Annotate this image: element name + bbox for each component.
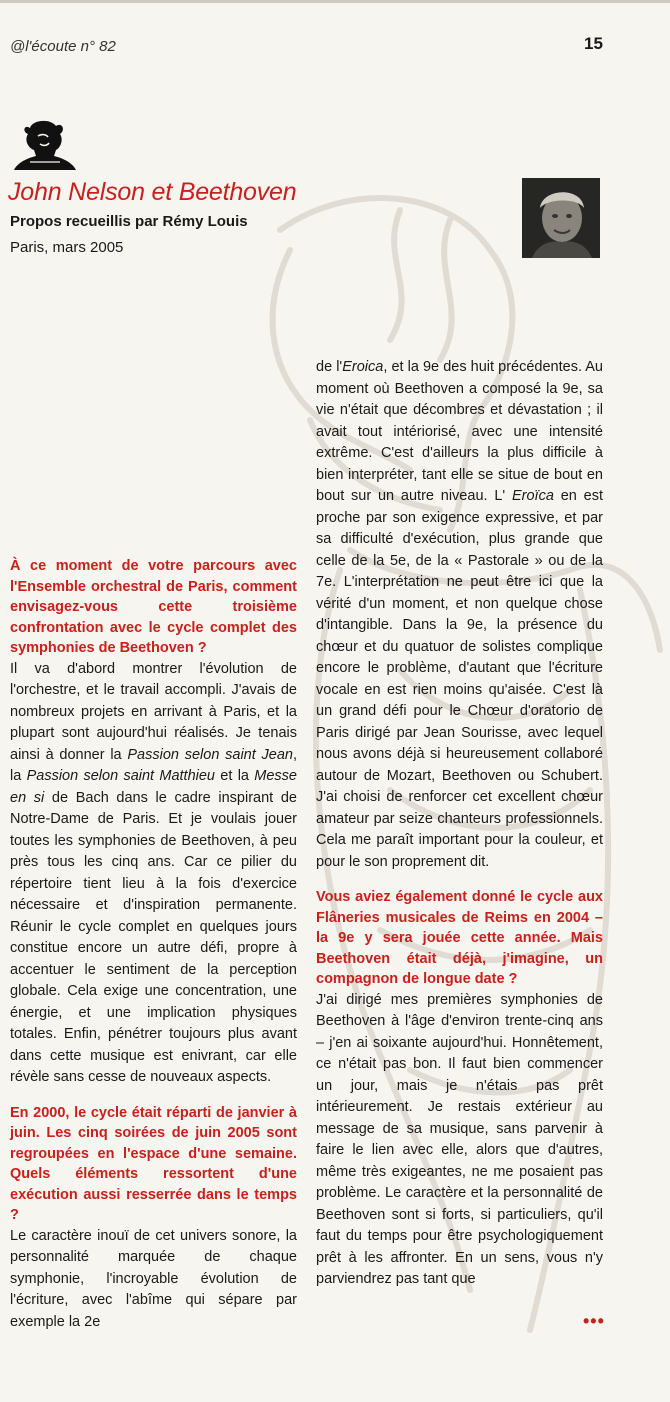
portrait-image (522, 178, 600, 258)
work-title: Messe en si (10, 768, 297, 806)
answer-1 (10, 659, 297, 1089)
question-3: Vous aviez également donné le cycle aux Flâneries musicales de Reims en 2004 – la 9e y sera jouée cette année. Mais Beethoven était déjà, j'imagine, un compagnon de longue date ? (316, 889, 603, 987)
page-number: 15 (584, 34, 603, 53)
answer-2-text: de l' (316, 359, 343, 375)
article-title: John Nelson et Beethoven (8, 178, 297, 206)
work-title: Eroica (342, 359, 384, 375)
question-2: En 2000, le cycle était réparti de janvier à juin. Les cinq soirées de juin 2005 sont regroupées en l'espace d'une semaine. Quels éléments ressortent d'une exécution aussi resserrée dans le temps ? (10, 1104, 297, 1223)
john-nelson-portrait (522, 178, 600, 258)
article-byline: Propos recueillis par Rémy Louis (10, 213, 248, 230)
work-title: Passion selon saint Matthieu (26, 768, 215, 784)
question-1: À ce moment de votre parcours avec l'Ensemble orchestral de Paris, comment envisagez-vous cette troisième confrontation avec le cycle complet des symphonies de Beethoven ? (10, 558, 297, 656)
answer-3: J'ai dirigé mes premières symphonies de Beethoven à l'âge d'environ trente-cinq ans – j'en ai soixante aujourd'hui. Honnêtement, ce n'était pas bon. Il faut bien commencer un jour, mais je n'étais pas prêt intérieurement. Je restais extérieur au message de sa musique, sans parvenir à faire le lien avec elle, alors que d'autres, même très exigeantes, ne me posaient pas problème. Le caractère et la personnalité de Beethoven sont si forts, si particuliers, qu'il faut du temps pour être psychologiquement prêt à les affronter. En un sens, vous n'y parviendrez pas tant que (316, 991, 603, 1287)
work-title: Eroïca (511, 488, 554, 504)
left-column (10, 556, 297, 1333)
answer-1-text: de Bach dans le cadre inspirant de Notre-Dame de Paris. Et je voulais jouer toutes les symphonies de Beethoven, à peu près tous les cinq ans. Car ce pilier du répertoire tient lieu à la fois d'exercice nécessaire et d'inspiration permanente. Réunir le cycle complet en quelques jours constitue encore un autre défi, propre à accentuer le sentiment de la perception globale. Cela exige une concentration, une énergie, et une implication physiques totales. Enfin, pénétrer toujours plus avant dans cette musique est enivrant, car elle révèle sans cesse de nouveaux aspects. (10, 789, 297, 1085)
answer-1-text: et la (215, 768, 255, 784)
continued-marker: ••• (583, 1311, 605, 1331)
answer-2-continued (316, 357, 603, 873)
article-place-date: Paris, mars 2005 (10, 239, 124, 256)
beethoven-bust-icon (10, 118, 80, 172)
answer-1-text: , la (10, 746, 298, 784)
answer-2-text: en est proche par son exigence expressive, et par sa difficulté d'exécution, plus grande que celle de la 5e, de la « Pastorale » ou de la 7e. L'interprétation ne peut être ici que la vérité d'un moment, et non quelque chose d'intangible. Dans la 9e, la présence du chœur et du quatuor de solistes complique encore le problème, d'autant que l'écriture vocale en est rien moins qu'aisée. C'est là un grand défi pour le Chœur d'oratorio de Paris dirigé par Jean Sourisse, avec lequel nous avons déjà si heureusement collaboré autour de Mozart, Beethoven ou Schubert. J'ai choisi de renforcer cet excellent chœur amateur par seize chanteurs professionnels. Cela me paraît important pour la couleur, et pour le son proprement dit. (316, 488, 603, 870)
issue-label: @l'écoute n° 82 (10, 38, 116, 55)
answer-2-text: , et la 9e des huit précédentes. Au moment où Beethoven a composé la 9e, sa vie n'était que décombres et dévastation ; il avait tout intériorisé, avec une intensité extrême. C'est d'ailleurs la plus difficile à bien interpréter, tant elle se situe de bout en bout sur un autre niveau. L' (316, 359, 604, 504)
answer-1-text: Il va d'abord montrer l'évolution de l'orchestre, et le travail accompli. J'avais de nombreux projets en arrivant à Paris, et la plupart sont aujourd'hui réalisés. Je tenais ainsi à donner la (10, 660, 297, 763)
work-title: Passion selon saint Jean (127, 746, 293, 763)
right-column (316, 357, 603, 1291)
answer-2-start: Le caractère inouï de cet univers sonore, la personnalité marquée de chaque symphonie, l'incroyable évolution de l'écriture, avec l'abîme qui sépare par exemple la 2e (10, 1227, 297, 1330)
page-edge (0, 0, 670, 3)
